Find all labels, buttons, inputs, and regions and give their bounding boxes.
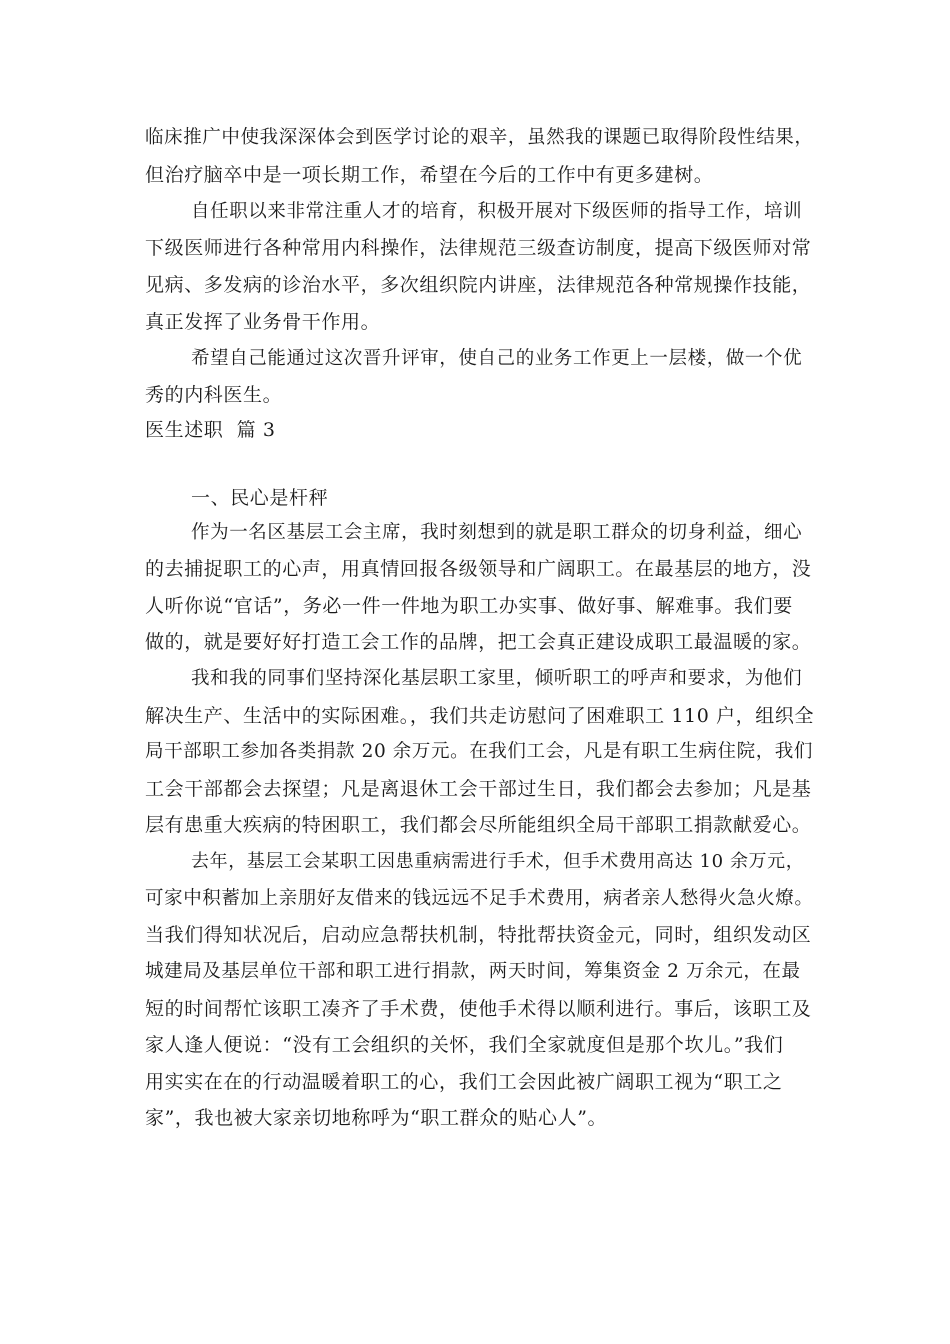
paragraph-line: 家”，我也被大家亲切地称呼为“职工群众的贴心人”。 xyxy=(145,1107,608,1129)
paragraph-line: 用实实在在的行动温暖着职工的心，我们工会因此被广阔职工视为“职工之 xyxy=(145,1071,783,1093)
paragraph-line: 解决生产、生活中的实际困难。，我们共走访慰问了困难职工 110 户，组织全 xyxy=(145,705,815,727)
section-title: 医生述职 篇 3 xyxy=(145,419,276,441)
paragraph-line: 自任职以来非常注重人才的培育，积极开展对下级医师的指导工作，培训 xyxy=(191,201,803,222)
paragraph-line: 家人逢人便说：“没有工会组织的关怀，我们全家就度但是那个坎儿。”我们 xyxy=(145,1034,784,1056)
paragraph-line: 可家中积蓄加上亲朋好友借来的钱远远不足手术费用，病者亲人愁得火急火燎。 xyxy=(145,888,814,909)
paragraph-line: 临床推广中使我深深体会到医学讨论的艰辛，虽然我的课题已取得阶段性结果， xyxy=(145,127,814,148)
paragraph-line: 去年，基层工会某职工因患重病需进行手术，但手术费用高达 10 余万元， xyxy=(191,851,805,872)
paragraph-line: 做的，就是要好好打造工会工作的品牌，把工会真正建设成职工最温暖的家。 xyxy=(145,631,812,653)
paragraph-line: 局干部职工参加各类捐款 20 余万元。在我们工会，凡是有职工生病住院，我们 xyxy=(145,741,814,762)
paragraph-line: 作为一名区基层工会主席，我时刻想到的就是职工群众的切身利益，细心 xyxy=(191,522,803,543)
subheading: 一、民心是杆秤 xyxy=(191,487,329,509)
paragraph-line: 短的时间帮忙该职工凑齐了手术费，使他手术得以顺利进行。事后，该职工及 xyxy=(145,998,812,1020)
paragraph-line: 下级医师进行各种常用内科操作，法律规范三级查访制度，提高下级医师对常 xyxy=(145,237,812,259)
paragraph-line: 真正发挥了业务骨干作用。 xyxy=(145,311,381,333)
paragraph-line: 的去捕捉职工的心声，用真情回报各级领导和广阔职工。在最基层的地方，没 xyxy=(145,558,812,580)
paragraph-line: 人听你说“官话”，务必一件一件地为职工办实事、做好事、解难事。我们要 xyxy=(145,595,793,617)
paragraph-line: 工会干部都会去探望；凡是离退休工会干部过生日，我们都会去参加；凡是基 xyxy=(145,778,812,800)
paragraph-line: 城建局及基层单位干部和职工进行捐款，两天时间，筹集资金 2 万余元，在最 xyxy=(145,961,801,982)
paragraph-line: 但治疗脑卒中是一项长期工作，希望在今后的工作中有更多建树。 xyxy=(145,164,714,186)
paragraph-line: 当我们得知状况后，启动应急帮扶机制，特批帮扶资金元，同时，组织发动区 xyxy=(145,924,812,946)
paragraph-line: 层有患重大疾病的特困职工，我们都会尽所能组织全局干部职工捐款献爱心。 xyxy=(145,814,812,836)
paragraph-line: 我和我的同事们坚持深化基层职工家里，倾听职工的呼声和要求，为他们 xyxy=(191,668,803,689)
paragraph-line: 希望自己能通过这次晋升评审，使自己的业务工作更上一层楼，做一个优 xyxy=(191,348,803,369)
paragraph-line: 秀的内科医生。 xyxy=(145,384,283,406)
paragraph-line: 见病、多发病的诊治水平，多次组织院内讲座，法律规范各种常规操作技能， xyxy=(145,274,812,296)
